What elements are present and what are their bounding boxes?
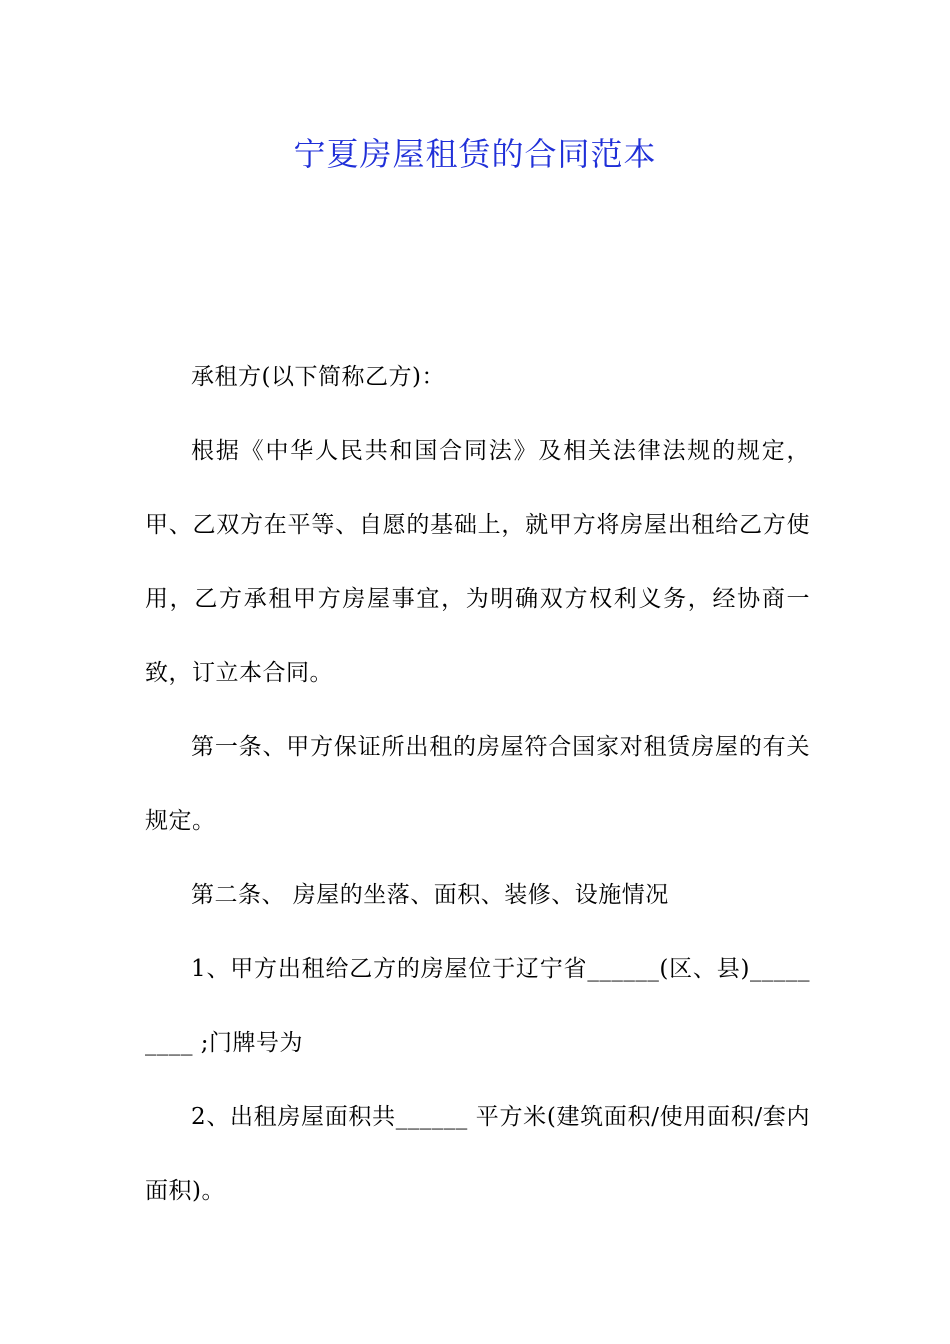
paragraph-article-2: 第二条、 房屋的坐落、面积、装修、设施情况 [191, 882, 669, 908]
document-body [145, 340, 810, 1228]
paragraph-preamble: 根据《中华人民共和国合同法》及相关法律法规的规定，甲、乙双方在平等、自愿的基础上，就甲方将房屋出租给乙方使用，乙方承租甲方房屋事宜，为明确双方权利义务，经协商一致，订立本合同。 [145, 438, 810, 686]
paragraph-article-1: 第一条、甲方保证所出租的房屋符合国家对租赁房屋的有关规定。 [145, 734, 810, 834]
paragraph-lessee: 承租方(以下简称乙方)： [191, 364, 445, 390]
document-title: 宁夏房屋租赁的合同范本 [293, 135, 657, 173]
paragraph-item-2-area: 2、出租房屋面积共______ 平方米(建筑面积/使用面积/套内面积)。 [145, 1104, 810, 1204]
paragraph-item-1-location: 1、甲方出租给乙方的房屋位于辽宁省______(区、县)_________ ;门牌号为 [145, 956, 810, 1056]
